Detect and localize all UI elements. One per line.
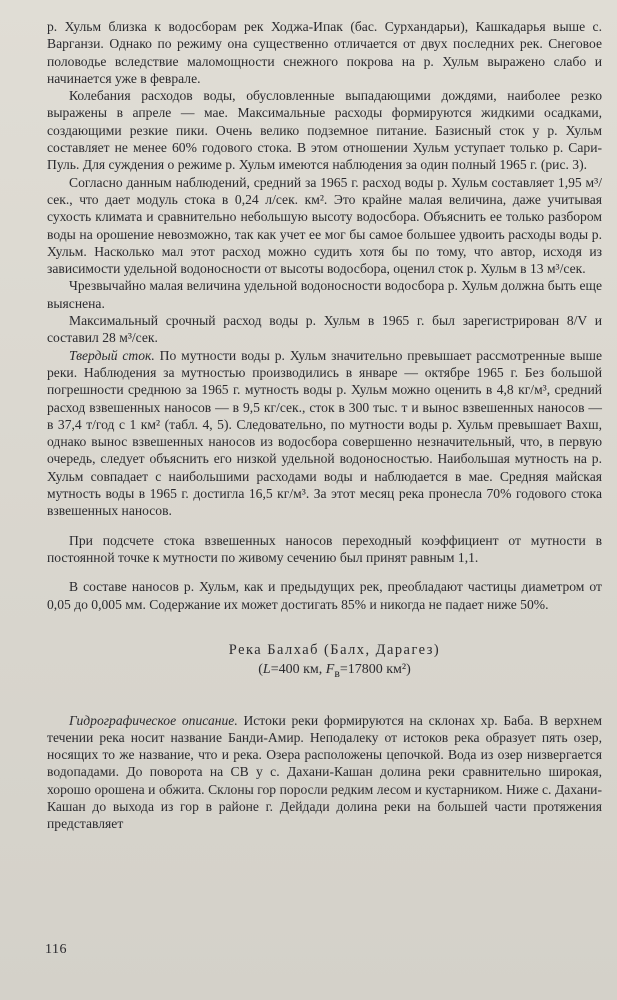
section-spacer	[47, 613, 602, 641]
runin-hydrographic: Гидрографическое описание.	[69, 712, 238, 728]
paragraph-sediment-composition: В составе наносов р. Хульм, как и предыдущих рек, преобладают частицы диаметром от 0,05 до 0,005 мм. Содержание их может достигать 85% и никогда не падает ниже 50%.	[47, 579, 602, 612]
area-symbol: F	[325, 661, 335, 677]
paragraph-specific-yield: Чрезвычайно малая величина удельной водоносности водосбора р. Хульм должна быть еще выяснена.	[47, 278, 602, 311]
paragraph-max-discharge: Максимальный срочный расход воды р. Хульм в 1965 г. был зарегистрирован 8/V и составил 28 м³/сек.	[47, 313, 602, 346]
paragraph-transition-coefficient: При подсчете стока взвешенных наносов переходный коэффициент от мутности в постоянной точке к мутности по живому сечению был принят равным 1,1.	[47, 532, 602, 565]
paragraph-spacer	[47, 566, 602, 578]
area-subscript: в	[334, 666, 340, 680]
paragraph-hydrographic-description	[47, 712, 602, 833]
solid-runoff-text: По мутности воды р. Хульм значительно превышает рассмотренные выше реки. Наблюдения за мутностью производились в январе — октябре 1965 г. Без большой погрешности среднюю за 1965 г. мутность воды р. Хульм можно оценить в 4,8 кг/м³, средний расход взвешенных наносов — в 9,5 кг/сек., сток в 300 тыс. т и вынос взвешенных наносов — в 37,4 т/год с 1 км² (табл. 4, 5). Следовательно, по мутности воды р. Хульм превышает Вахш, однако вынос взвешенных наносов из водосбора совершенно незначительный, что, в первую очередь, следует объяснить его низкой удельной водоносностью. Наибольшая мутность на р. Хульм совпадает с наибольшими расходами воды и наблюдается в мае. Средняя майская мутность воды в 1965 г. достигла 16,5 кг/м³. За этот месяц река пронесла 70% годового стока взвешенных наносов.	[47, 347, 602, 519]
length-value: =400 км,	[270, 661, 326, 677]
paragraph-khulm-catchment: р. Хульм близка к водосборам рек Ходжа-Ипак (бас. Сурхандарьи), Кашкадарья выше с. Варганзи. Однако по режиму она существенно отличается от двух последних рек. Снеговое половодье вследствие маломощности снежного покрова на р. Хульм выражено слабо и начинается уже в феврале.	[47, 19, 602, 86]
paragraph-spacer	[47, 520, 602, 532]
paragraph-mean-discharge: Согласно данным наблюдений, средний за 1965 г. расход воды р. Хульм составляет 1,95 м³/сек., что дает модуль стока в 0,24 л/сек. км². Это крайне малая величина, даже учитывая сухость климата и сравнительно небольшую высоту водосбора. Объяснить ее только разбором воды на орошение невозможно, так как учет ее мог бы самое большее удвоить расходы воды р. Хульм. Насколько мал этот расход можно судить хотя бы по тому, что автор, исходя из зависимости удельной водоносности от высоты водосбора, оценил сток р. Хульм в 13 м³/сек.	[47, 174, 602, 277]
page-number: 116	[45, 942, 67, 957]
area-value: =17800 км²)	[339, 661, 411, 677]
text-column	[47, 18, 602, 833]
runin-solid-runoff: Твердый сток.	[69, 347, 155, 363]
section-parameters: (L=400 км, $F_в=17800$ км²)	[258, 661, 411, 680]
section-spacer	[47, 684, 602, 712]
length-symbol: L	[262, 661, 271, 677]
hydrographic-text: Истоки реки формируются на склонах хр. Баба. В верхнем течении река носит название Банди-Амир. Неподалеку от истоков река образует пять озер, носящих то же название, что и река. Озера расположены цепочкой. Вода из озер низвергается водопадами. До поворота на СВ у с. Дахани-Кашан долина реки сравнительно широкая, хорошо орошена и обжита. Склоны гор поросли редким лесом и кустарником. Ниже с. Дахани-Кашан до выхода из гор в районе г. Дейдади долина реки на большей части протяжения представляет	[47, 712, 602, 832]
paragraph-solid-runoff	[47, 347, 602, 520]
section-title: Река Балхаб (Балх, Дарагез)	[228, 641, 441, 658]
paragraph-discharge-fluctuations: Колебания расходов воды, обусловленные выпадающими дождями, наиболее резко выражены в апреле — мае. Максимальные расходы формируются жидкими осадками, создающими резкие пики. Очень велико подземное питание. Базисный сток у р. Хульм составляет не менее 60% годового стока. В этом отношении Хульм уступает только р. Сари-Пуль. Для суждения о режиме р. Хульм имеются наблюдения за один полный 1965 г. (рис. 3).	[47, 88, 602, 173]
